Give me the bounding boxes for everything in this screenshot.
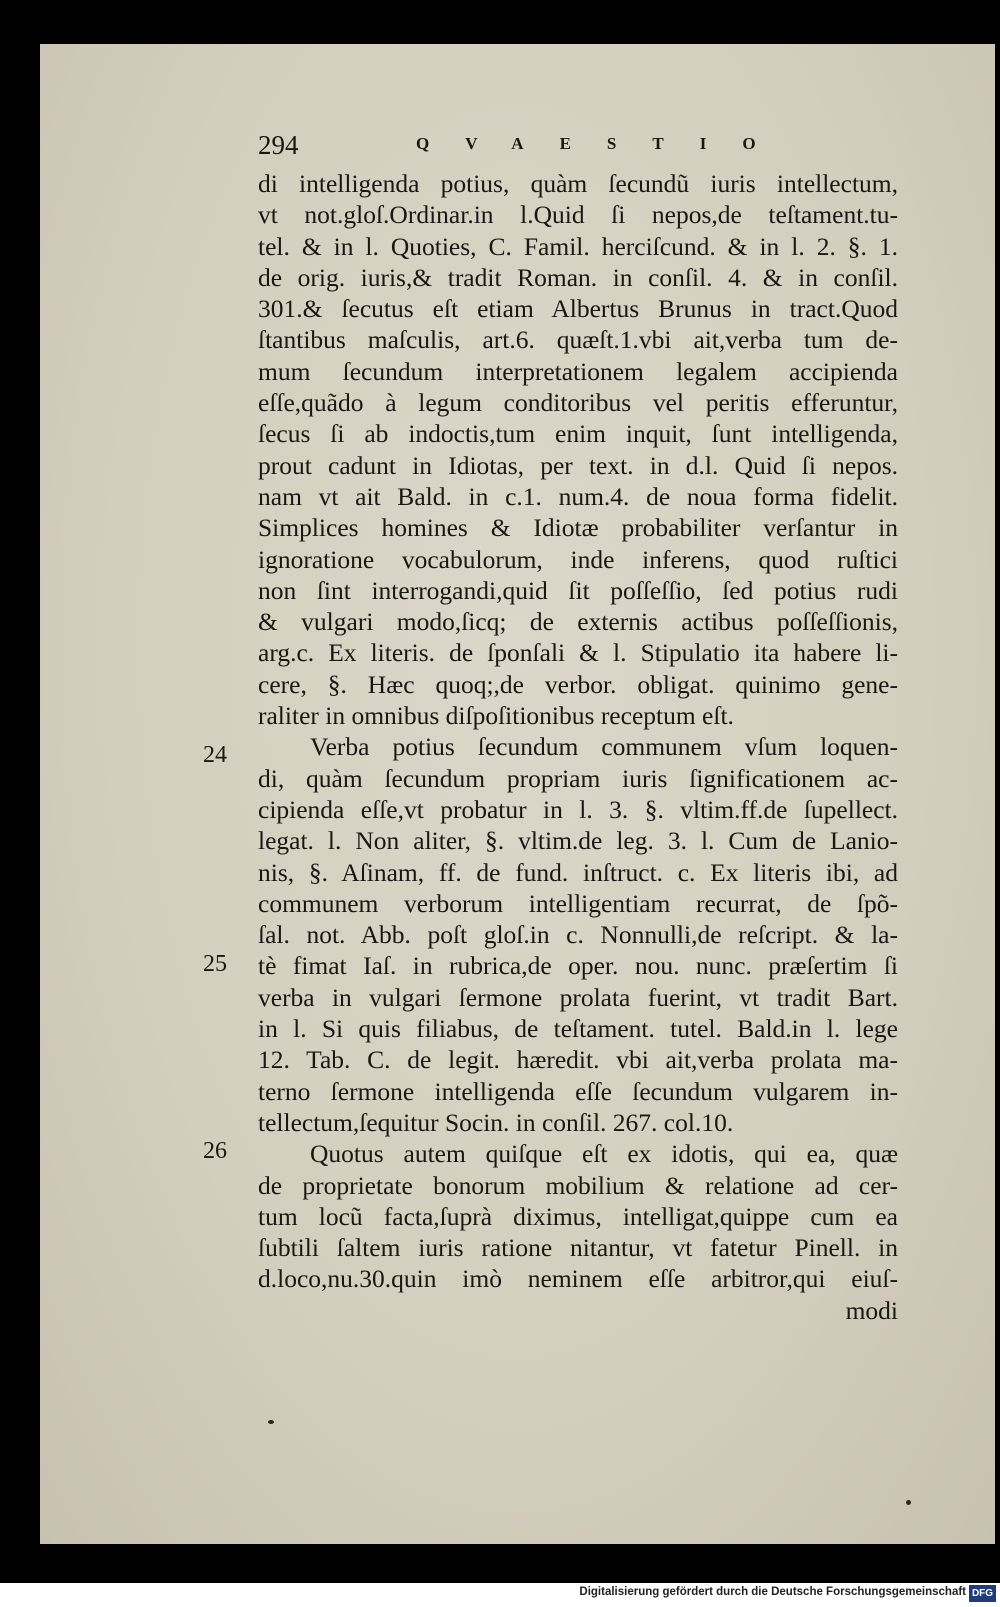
text-line: vt not.gloſ.Ordinar.in l.Quid ſi nepos,de teſtament.tu- [258,200,898,230]
page-number: 294 [258,130,299,160]
text-line: in l. Si quis filiabus, de teſtament. tutel. Bald.in l. lege [258,1014,898,1044]
text-line: non ſint interrogandi,quid ſit poſſeſſio, ſed potius rudi [258,575,898,605]
text-line: 12. Tab. C. de legit. hæredit. vbi ait,verba prolata ma- [258,1045,898,1075]
text-line: ſecus ſi ab indoctis,tum enim inquit, ſunt intelligenda, [258,419,898,449]
text-line: arg.c. Ex literis. de ſponſali & l. Stipulatio ita habere li- [258,638,898,668]
margin-number: 25 [203,951,227,977]
ink-fleck [906,1500,911,1505]
text-line: communem verborum intelligentiam recurrat, de ſpõ- [258,888,898,918]
text-line: nam vt ait Bald. in c.1. num.4. de noua forma fidelit. [258,481,898,511]
text-line: nis, §. Aſinam, ff. de fund. inſtruct. c. Ex literis ibi, ad [258,857,898,887]
text-line: ſtantibus maſculis, art.6. quæſt.1.vbi ait,verba tum de- [258,325,898,355]
text-line: tellectum,ſequitur Socin. in conſil. 267. col.10. [258,1107,734,1137]
text-line: 301.& ſecutus eſt etiam Albertus Brunus in tract.Quod [258,294,898,324]
margin-number: 24 [203,742,227,768]
text-line: legat. l. Non aliter, §. vltim.de leg. 3. l. Cum de Lanio- [258,826,898,856]
text-line: ignoratione vocabulorum, inde inferens, quod ruſtici [258,544,898,574]
text-line: Quotus autem quiſque eſt ex idotis, qui ea, quæ [310,1139,898,1169]
text-line: de orig. iuris,& tradit Roman. in conſil. 4. & in conſil. [258,262,898,292]
text-line: Verba potius ſecundum communem vſum loquen- [310,732,898,762]
running-title: QVAESTIO [416,134,792,153]
text-line: tè fimat Iaſ. in rubrica,de oper. nou. nunc. præſertim ſi [258,951,898,981]
text-line: & vulgari modo,ſicq; de externis actibus poſſeſſionis, [258,607,898,637]
text-line: cere, §. Hæc quoq;,de verbor. obligat. quinimo gene- [258,669,898,699]
text-line: prout cadunt in Idiotas, per text. in d.l. Quid ſi nepos. [258,450,898,480]
text-line: raliter in omnibus diſpoſitionibus receptum eſt. [258,701,734,731]
ink-fleck [268,1420,274,1424]
text-line: ſubtili ſaltem iuris ratione nitantur, vt fatetur Pinell. in [258,1233,898,1263]
text-line: verba in vulgari ſermone prolata fuerint, vt tradit Bart. [258,982,898,1012]
text-line: cipienda eſſe,vt probatur in l. 3. §. vltim.ff.de ſupellect. [258,794,898,824]
margin-number: 26 [203,1138,227,1164]
footer-bar [0,1583,1000,1607]
text-line: tel. & in l. Quoties, C. Famil. herciſcund. & in l. 2. §. 1. [258,231,898,261]
text-line: de proprietate bonorum mobilium & relatione ad cer- [258,1170,898,1200]
dfg-logo: DFG [969,1585,996,1602]
body-text [258,168,898,1326]
text-line: terno ſermone intelligenda eſſe ſecundum vulgarem in- [258,1076,898,1106]
catchword: modi [845,1295,898,1325]
text-line: mum ſecundum interpretationem legalem accipienda [258,356,898,386]
text-line: d.loco,nu.30.quin imò neminem eſſe arbitror,qui eiuſ- [258,1264,898,1294]
text-line: di, quàm ſecundum propriam iuris ſignificationem ac- [258,763,898,793]
text-line: Simplices homines & Idiotæ probabiliter verſantur in [258,513,898,543]
running-head [258,130,898,164]
text-line: ſal. not. Abb. poſt gloſ.in c. Nonnulli,de reſcript. & la- [258,920,898,950]
text-line: eſſe,quãdo à legum conditoribus vel peritis efferuntur, [258,388,898,418]
text-line: tum locũ facta,ſuprà diximus, intelligat,quippe cum ea [258,1201,898,1231]
footer-credit: Digitalisierung gefördert durch die Deutsche Forschungsgemeinschaft [579,1586,966,1598]
text-line: di intelligenda potius, quàm ſecundũ iuris intellectum, [258,169,898,198]
